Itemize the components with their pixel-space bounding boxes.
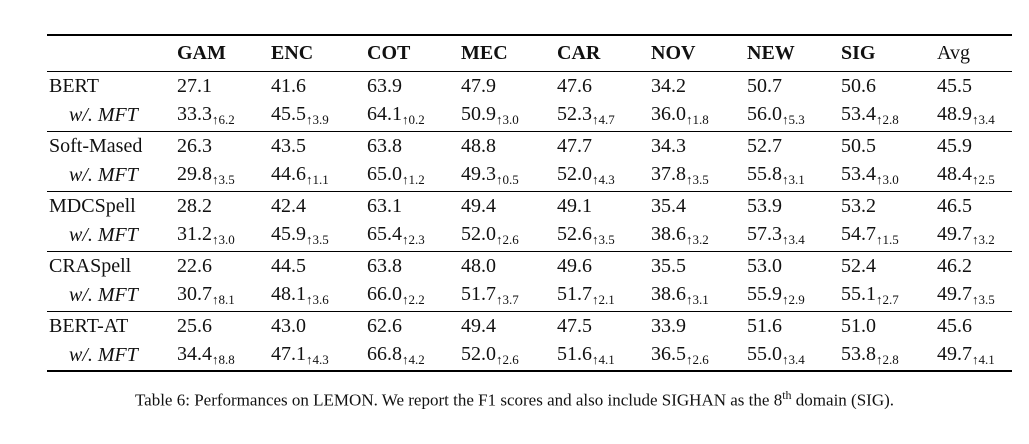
mft-score-value: 33.3 <box>177 103 212 126</box>
mft-score-cell <box>461 281 557 311</box>
mft-score-value: 52.0 <box>461 343 496 365</box>
mft-score-value: 55.0 <box>747 343 782 365</box>
improvement-delta: ↑4.2 <box>402 352 425 367</box>
mft-score-cell <box>841 101 937 131</box>
score-cell: 63.1 <box>367 194 402 217</box>
mft-score-value: 52.6 <box>557 223 592 246</box>
mft-score-cell <box>937 161 1012 191</box>
score-cell: 50.7 <box>747 74 782 97</box>
improvement-delta: ↑6.2 <box>212 112 235 128</box>
score-cell: 27.1 <box>177 74 212 97</box>
header-cell: Avg <box>937 41 970 64</box>
mft-score-value: 53.4 <box>841 163 876 186</box>
improvement-delta: ↑3.5 <box>592 232 615 248</box>
mft-score-cell <box>461 341 557 371</box>
improvement-delta: ↑3.2 <box>686 232 709 248</box>
table-row-base <box>47 311 1012 341</box>
mft-score-value: 51.7 <box>557 283 592 306</box>
mft-label: w/. MFT <box>69 344 138 366</box>
score-cell: 53.2 <box>841 194 876 217</box>
mft-score-value: 45.9 <box>271 223 306 246</box>
mft-score-cell <box>177 341 271 371</box>
mft-score-value: 49.7 <box>937 343 972 365</box>
score-cell: 48.8 <box>461 134 496 157</box>
mft-score-cell <box>747 101 841 131</box>
mft-score-value: 29.8 <box>177 163 212 186</box>
mft-score-value: 56.0 <box>747 103 782 126</box>
score-cell: 47.9 <box>461 74 496 97</box>
model-name: BERT <box>49 74 99 97</box>
results-table <box>47 34 1012 372</box>
mft-score-value: 53.4 <box>841 103 876 126</box>
mft-score-cell <box>747 221 841 251</box>
improvement-delta: ↑2.6 <box>496 232 519 248</box>
mft-score-cell <box>841 221 937 251</box>
improvement-delta: ↑1.1 <box>306 172 329 188</box>
header-cell: NOV <box>651 41 696 64</box>
score-cell: 63.8 <box>367 134 402 157</box>
mft-score-value: 53.8 <box>841 343 876 365</box>
improvement-delta: ↑5.3 <box>782 112 805 128</box>
mft-score-value: 52.0 <box>461 223 496 246</box>
mft-score-value: 57.3 <box>747 223 782 246</box>
mft-score-cell <box>461 221 557 251</box>
mft-score-cell <box>937 221 1012 251</box>
mft-score-cell <box>651 341 747 371</box>
mft-score-value: 31.2 <box>177 223 212 246</box>
improvement-delta: ↑2.8 <box>876 112 899 128</box>
header-cell: SIG <box>841 41 876 64</box>
score-cell: 45.5 <box>937 74 972 97</box>
mft-score-value: 49.7 <box>937 223 972 246</box>
caption-tail: domain (SIG). <box>791 390 895 410</box>
mft-score-value: 44.6 <box>271 163 306 186</box>
header-cell: GAM <box>177 41 226 64</box>
score-cell: 42.4 <box>271 194 306 217</box>
score-cell: 49.4 <box>461 194 496 217</box>
score-cell: 25.6 <box>177 314 212 337</box>
table-row-base <box>47 71 1012 101</box>
mft-score-cell <box>461 101 557 131</box>
mft-score-cell <box>367 221 461 251</box>
mft-score-value: 54.7 <box>841 223 876 246</box>
mft-score-value: 52.0 <box>557 163 592 186</box>
improvement-delta: ↑3.0 <box>212 232 235 248</box>
mft-score-value: 55.1 <box>841 283 876 306</box>
score-cell: 63.9 <box>367 74 402 97</box>
improvement-delta: ↑2.1 <box>592 292 615 308</box>
improvement-delta: ↑3.1 <box>782 172 805 188</box>
mft-label: w/. MFT <box>69 104 138 127</box>
improvement-delta: ↑3.9 <box>306 112 329 128</box>
mft-score-cell <box>271 341 367 371</box>
mft-score-value: 49.7 <box>937 283 972 306</box>
mft-score-value: 34.4 <box>177 343 212 365</box>
mft-score-cell <box>367 341 461 371</box>
mft-score-value: 48.1 <box>271 283 306 306</box>
mft-score-value: 47.1 <box>271 343 306 365</box>
table-caption <box>0 388 1029 411</box>
improvement-delta: ↑4.7 <box>592 112 615 128</box>
improvement-delta: ↑3.4 <box>972 112 995 128</box>
improvement-delta: ↑1.8 <box>686 112 709 128</box>
mft-score-value: 55.9 <box>747 283 782 306</box>
mft-label: w/. MFT <box>69 224 138 247</box>
score-cell: 49.4 <box>461 314 496 337</box>
improvement-delta: ↑3.2 <box>972 232 995 248</box>
improvement-delta: ↑4.1 <box>592 352 615 367</box>
improvement-delta: ↑2.3 <box>402 232 425 248</box>
score-cell: 49.1 <box>557 194 592 217</box>
mft-score-value: 48.9 <box>937 103 972 126</box>
mft-label: w/. MFT <box>69 164 138 187</box>
mft-score-value: 64.1 <box>367 103 402 126</box>
score-cell: 63.8 <box>367 254 402 277</box>
improvement-delta: ↑3.4 <box>782 352 805 367</box>
mft-score-cell <box>557 281 651 311</box>
improvement-delta: ↑2.5 <box>972 172 995 188</box>
improvement-delta: ↑3.1 <box>686 292 709 308</box>
mft-score-value: 30.7 <box>177 283 212 306</box>
score-cell: 52.4 <box>841 254 876 277</box>
mft-score-value: 51.6 <box>557 343 592 365</box>
mft-score-cell <box>841 161 937 191</box>
mft-score-value: 38.6 <box>651 223 686 246</box>
table-row-mft <box>47 101 1012 131</box>
score-cell: 46.5 <box>937 194 972 217</box>
table-row-mft <box>47 161 1012 191</box>
improvement-delta: ↑1.5 <box>876 232 899 248</box>
mft-score-value: 36.0 <box>651 103 686 126</box>
mft-score-value: 45.5 <box>271 103 306 126</box>
score-cell: 34.2 <box>651 74 686 97</box>
score-cell: 22.6 <box>177 254 212 277</box>
improvement-delta: ↑2.6 <box>496 352 519 367</box>
score-cell: 28.2 <box>177 194 212 217</box>
improvement-delta: ↑3.6 <box>306 292 329 308</box>
mft-score-cell <box>651 161 747 191</box>
improvement-delta: ↑0.2 <box>402 112 425 128</box>
score-cell: 26.3 <box>177 134 212 157</box>
model-name: MDCSpell <box>49 194 136 217</box>
score-cell: 47.6 <box>557 74 592 97</box>
score-cell: 52.7 <box>747 134 782 157</box>
improvement-delta: ↑3.4 <box>782 232 805 248</box>
mft-score-cell <box>747 161 841 191</box>
score-cell: 33.9 <box>651 314 686 337</box>
score-cell: 43.0 <box>271 314 306 337</box>
improvement-delta: ↑2.6 <box>686 352 709 367</box>
score-cell: 43.5 <box>271 134 306 157</box>
table-row-mft <box>47 341 1012 371</box>
improvement-delta: ↑0.5 <box>496 172 519 188</box>
score-cell: 50.6 <box>841 74 876 97</box>
mft-score-cell <box>651 101 747 131</box>
score-cell: 47.7 <box>557 134 592 157</box>
improvement-delta: ↑1.2 <box>402 172 425 188</box>
improvement-delta: ↑3.0 <box>496 112 519 128</box>
improvement-delta: ↑3.5 <box>686 172 709 188</box>
score-cell: 44.5 <box>271 254 306 277</box>
mft-score-cell <box>461 161 557 191</box>
score-cell: 51.6 <box>747 314 782 337</box>
mft-score-value: 66.8 <box>367 343 402 365</box>
table-row-base <box>47 131 1012 161</box>
mft-score-value: 65.4 <box>367 223 402 246</box>
improvement-delta: ↑3.5 <box>972 292 995 308</box>
score-cell: 41.6 <box>271 74 306 97</box>
mft-score-value: 36.5 <box>651 343 686 365</box>
improvement-delta: ↑4.3 <box>306 352 329 367</box>
mft-score-cell <box>271 281 367 311</box>
improvement-delta: ↑2.9 <box>782 292 805 308</box>
mft-score-cell <box>557 221 651 251</box>
mft-score-value: 66.0 <box>367 283 402 306</box>
mft-score-cell <box>271 161 367 191</box>
mft-score-cell <box>747 281 841 311</box>
model-name: BERT-AT <box>49 314 129 337</box>
score-cell: 45.9 <box>937 134 972 157</box>
mft-score-cell <box>367 101 461 131</box>
improvement-delta: ↑3.7 <box>496 292 519 308</box>
mft-score-cell <box>177 221 271 251</box>
header-cell <box>47 35 177 71</box>
header-cell: ENC <box>271 41 314 64</box>
improvement-delta: ↑2.7 <box>876 292 899 308</box>
table-row-mft <box>47 221 1012 251</box>
improvement-delta: ↑2.8 <box>876 352 899 367</box>
score-cell: 48.0 <box>461 254 496 277</box>
table-row-mft <box>47 281 1012 311</box>
improvement-delta: ↑8.8 <box>212 352 235 367</box>
header-cell: COT <box>367 41 411 64</box>
caption-text: Table 6: Performances on LEMON. We report the F1 scores and also include SIGHAN as the 8 <box>134 390 783 410</box>
score-cell: 45.6 <box>937 314 972 337</box>
header-cell: NEW <box>747 41 795 64</box>
mft-score-cell <box>937 101 1012 131</box>
score-cell: 35.5 <box>651 254 686 277</box>
mft-score-cell <box>177 281 271 311</box>
improvement-delta: ↑8.1 <box>212 292 235 308</box>
mft-score-cell <box>367 281 461 311</box>
mft-score-cell <box>271 101 367 131</box>
mft-score-cell <box>841 281 937 311</box>
improvement-delta: ↑3.5 <box>306 232 329 248</box>
mft-score-value: 38.6 <box>651 283 686 306</box>
improvement-delta: ↑4.3 <box>592 172 615 188</box>
score-cell: 47.5 <box>557 314 592 337</box>
mft-score-value: 52.3 <box>557 103 592 126</box>
score-cell: 51.0 <box>841 314 876 337</box>
mft-score-cell <box>557 101 651 131</box>
mft-score-cell <box>937 281 1012 311</box>
improvement-delta: ↑4.1 <box>972 352 995 367</box>
score-cell: 35.4 <box>651 194 686 217</box>
table-row-base <box>47 251 1012 281</box>
table-row-base <box>47 191 1012 221</box>
header-cell: CAR <box>557 41 601 64</box>
mft-score-cell <box>747 341 841 371</box>
improvement-delta: ↑3.5 <box>212 172 235 188</box>
improvement-delta: ↑3.0 <box>876 172 899 188</box>
header-row <box>47 35 1012 71</box>
mft-score-value: 51.7 <box>461 283 496 306</box>
mft-score-cell <box>651 281 747 311</box>
caption-superscript: th <box>782 388 792 402</box>
mft-score-value: 49.3 <box>461 163 496 186</box>
mft-score-cell <box>271 221 367 251</box>
mft-score-value: 48.4 <box>937 163 972 186</box>
mft-score-cell <box>841 341 937 371</box>
mft-score-value: 50.9 <box>461 103 496 126</box>
header-cell: MEC <box>461 41 508 64</box>
score-cell: 53.0 <box>747 254 782 277</box>
score-cell: 50.5 <box>841 134 876 157</box>
mft-score-cell <box>177 101 271 131</box>
improvement-delta: ↑2.2 <box>402 292 425 308</box>
mft-score-cell <box>937 341 1012 371</box>
mft-label: w/. MFT <box>69 284 138 307</box>
mft-score-cell <box>367 161 461 191</box>
mft-score-value: 37.8 <box>651 163 686 186</box>
score-cell: 34.3 <box>651 134 686 157</box>
mft-score-cell <box>557 341 651 371</box>
mft-score-cell <box>557 161 651 191</box>
score-cell: 53.9 <box>747 194 782 217</box>
score-cell: 46.2 <box>937 254 972 277</box>
mft-score-cell <box>651 221 747 251</box>
model-name: CRASpell <box>49 254 132 277</box>
model-name: Soft-Mased <box>49 134 143 157</box>
mft-score-value: 65.0 <box>367 163 402 186</box>
mft-score-cell <box>177 161 271 191</box>
score-cell: 62.6 <box>367 314 402 337</box>
score-cell: 49.6 <box>557 254 592 277</box>
mft-score-value: 55.8 <box>747 163 782 186</box>
